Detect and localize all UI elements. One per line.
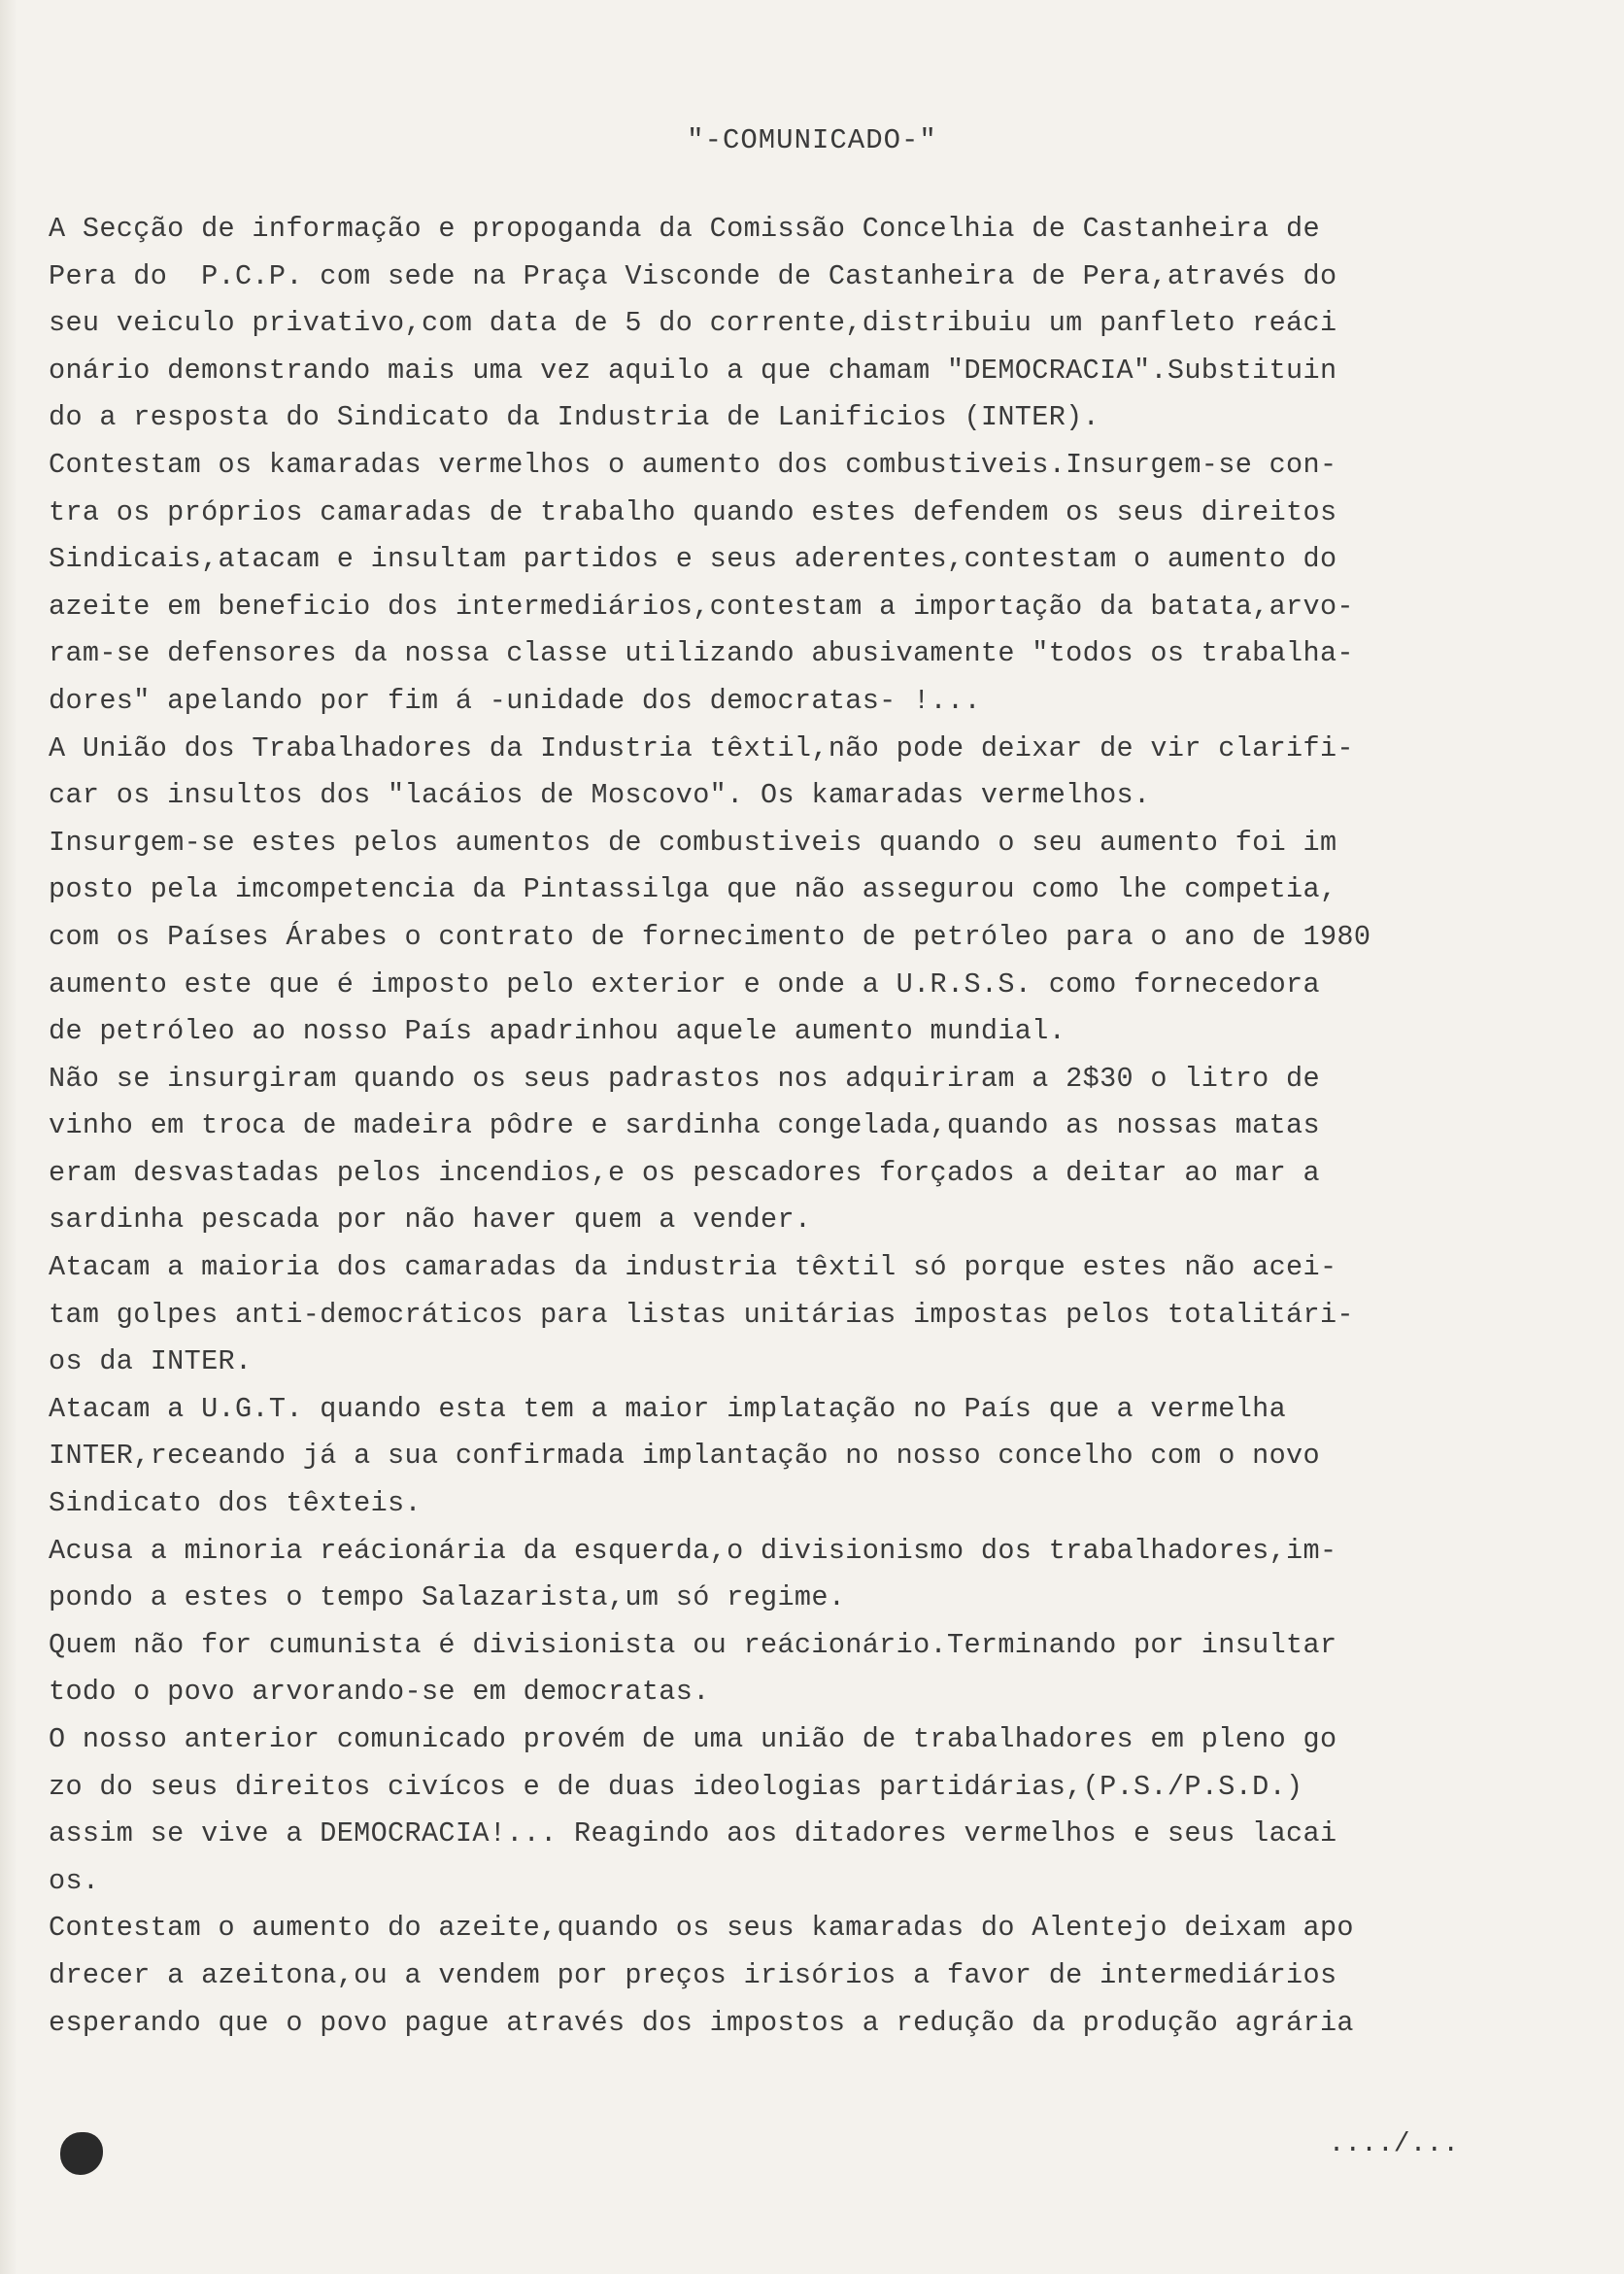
document-title: "-COMUNICADO-" [687, 124, 937, 156]
text-line: dores" apelando por fim á -unidade dos democratas- !... [49, 684, 981, 717]
text-line: Contestam o aumento do azeite,quando os seus kamaradas do Alentejo deixam apo [49, 1912, 1354, 1945]
text-line: sardinha pescada por não haver quem a vender. [49, 1204, 812, 1237]
text-line: INTER,receando já a sua confirmada implantação no nosso concelho com o novo [49, 1440, 1320, 1473]
text-line: A União dos Trabalhadores da Industria têxtil,não pode deixar de vir clarifi- [49, 731, 1354, 764]
text-line: car os insultos dos "lacáios de Moscovo". Os kamaradas vermelhos. [49, 779, 1151, 812]
text-line: todo o povo arvorando-se em democratas. [49, 1676, 710, 1709]
text-line: assim se vive a DEMOCRACIA!... Reagindo aos ditadores vermelhos e seus lacai [49, 1817, 1337, 1850]
text-line: Não se insurgiram quando os seus padrastos nos adquiriram a 2$30 o litro de [49, 1062, 1320, 1095]
text-line: Atacam a maioria dos camaradas da industria têxtil só porque estes não acei- [49, 1251, 1337, 1284]
text-line: Atacam a U.G.T. quando esta tem a maior implatação no País que a vermelha [49, 1392, 1287, 1425]
text-line: os da INTER. [49, 1345, 253, 1378]
document-body [49, 206, 1544, 2047]
text-line: ram-se defensores da nossa classe utilizando abusivamente "todos os trabalha- [49, 637, 1354, 670]
text-line: Sindicato dos têxteis. [49, 1487, 422, 1520]
text-line: Contestam os kamaradas vermelhos o aumento dos combustiveis.Insurgem-se con- [49, 448, 1337, 481]
text-line: do a resposta do Sindicato da Industria de Lanificios (INTER). [49, 401, 1100, 434]
ink-stain [60, 2132, 103, 2175]
text-line: O nosso anterior comunicado provém de uma união de trabalhadores em pleno go [49, 1723, 1337, 1755]
text-line: seu veiculo privativo,com data de 5 do corrente,distribuiu um panfleto reáci [49, 307, 1337, 340]
text-line: Quem não for cumunista é divisionista ou reácionário.Terminando por insultar [49, 1628, 1337, 1661]
text-line: esperando que o povo pague através dos impostos a redução da produção agrária [49, 2006, 1354, 2039]
text-line: A Secção de informação e propoganda da Comissão Concelhia de Castanheira de [49, 213, 1320, 245]
text-line: Insurgem-se estes pelos aumentos de combustiveis quando o seu aumento foi im [49, 826, 1337, 859]
text-line: eram desvastadas pelos incendios,e os pescadores forçados a deitar ao mar a [49, 1156, 1320, 1189]
continuation-mark: ..../... [1328, 2129, 1459, 2159]
text-line: azeite em beneficio dos intermediários,contestam a importação da batata,arvo- [49, 590, 1354, 623]
text-line: posto pela imcompetencia da Pintassilga que não assegurou como lhe competia, [49, 873, 1337, 906]
text-line: drecer a azeitona,ou a vendem por preços irisórios a favor de intermediários [49, 1958, 1337, 1991]
text-line: com os Países Árabes o contrato de fornecimento de petróleo para o ano de 1980 [49, 920, 1371, 953]
text-line: Sindicais,atacam e insultam partidos e seus aderentes,contestam o aumento do [49, 543, 1337, 576]
text-line: aumento este que é imposto pelo exterior e onde a U.R.S.S. como fornecedora [49, 967, 1320, 1001]
text-line: zo do seus direitos civícos e de duas ideologias partidárias,(P.S./P.S.D.) [49, 1770, 1303, 1803]
paper-edge-shadow [0, 0, 17, 2274]
text-line: Pera do P.C.P. com sede na Praça Visconde de Castanheira de Pera,através do [49, 259, 1337, 292]
text-line: Acusa a minoria reácionária da esquerda,o divisionismo dos trabalhadores,im- [49, 1534, 1337, 1567]
text-line: onário demonstrando mais uma vez aquilo a que chamam "DEMOCRACIA".Substituin [49, 354, 1337, 387]
text-line: pondo a estes o tempo Salazarista,um só regime. [49, 1581, 846, 1614]
text-line: vinho em troca de madeira pôdre e sardinha congelada,quando as nossas matas [49, 1109, 1320, 1142]
text-line: tra os próprios camaradas de trabalho quando estes defendem os seus direitos [49, 495, 1337, 528]
text-line: os. [49, 1864, 100, 1897]
text-line: de petróleo ao nosso País apadrinhou aquele aumento mundial. [49, 1015, 1066, 1048]
text-line: tam golpes anti-democráticos para listas unitárias impostas pelos totalitári- [49, 1298, 1354, 1331]
